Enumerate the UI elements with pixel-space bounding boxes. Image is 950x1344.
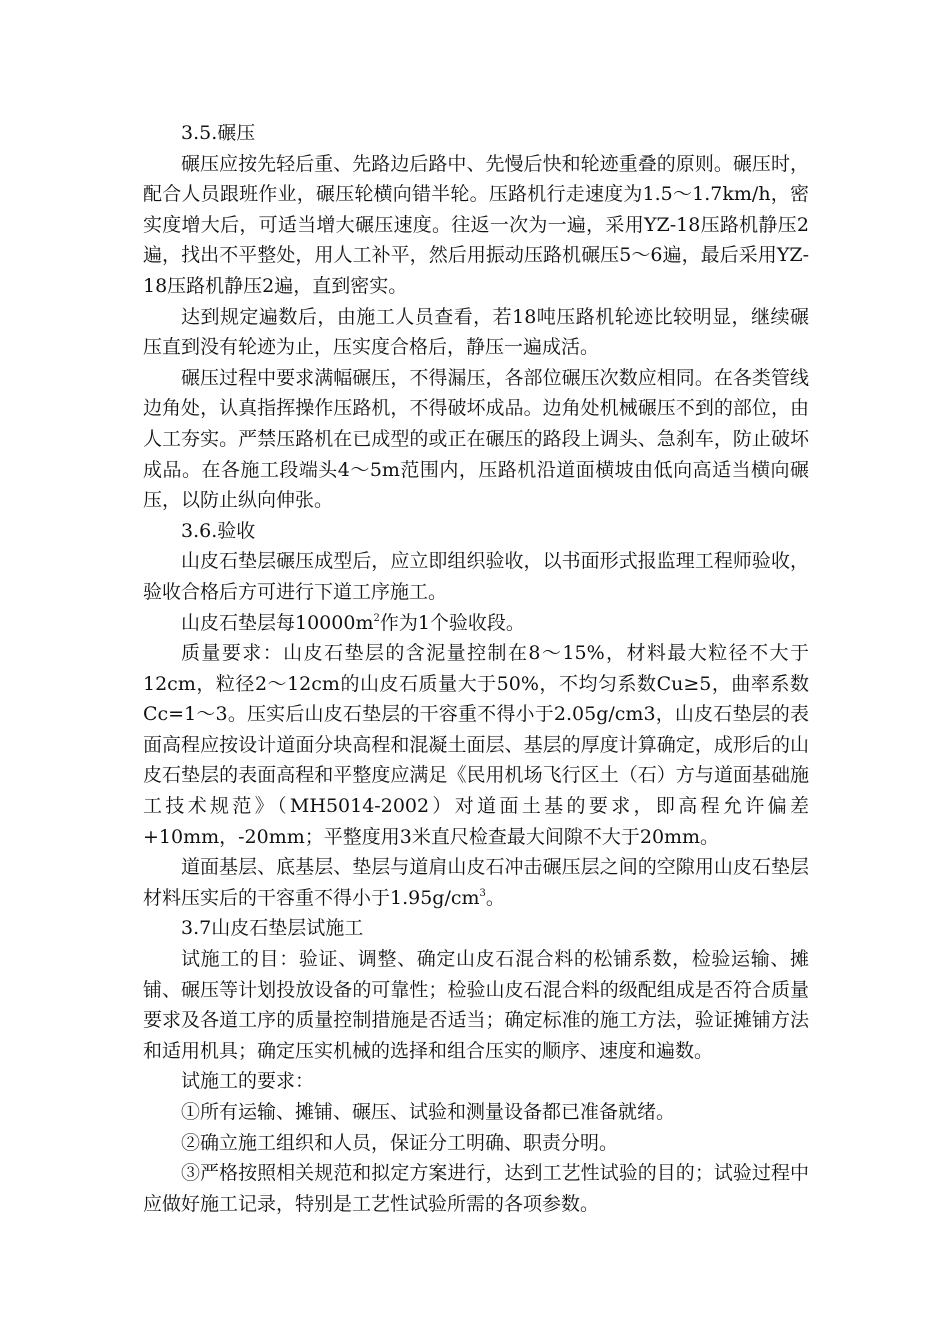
paragraph: 试施工的要求： [181, 1070, 315, 1093]
text-segment: 道面基层、底基层、垫层与道肩山皮石冲击碾压层之间的空隙用山皮石垫层材料压实后的干容重不得小于1.95g/cm [143, 856, 809, 909]
section-heading-compaction: 3.5.碾压 [181, 122, 256, 144]
superscript: 2 [373, 612, 380, 624]
superscript: 3 [479, 887, 486, 899]
section-heading-trial: 3.7山皮石垫层试施工 [181, 917, 364, 940]
list-item: ③严格按照相关规范和拟定方案进行，达到工艺性试验的目的；试验过程中应做好施工记录，特别是工艺性试验所需的各项参数。 [143, 1162, 809, 1215]
paragraph: 碾压应按先轻后重、先路边后路中、先慢后快和轮迹重叠的原则。碾压时，配合人员跟班作业，碾压轮横向错半轮。压路机行走速度为1.5～1.7km/h，密实度增大后，可适当增大碾压速度。往返一次为一遍，采用YZ-18压路机静压2遍，找出不平整处，用人工补平，然后用振动压路机碾压5～6遍，最后采用YZ-18压路机静压2遍，直到密实。 [143, 152, 809, 297]
paragraph-dry-density [143, 852, 809, 913]
paragraph: 试施工的目：验证、调整、确定山皮石混合料的松铺系数，检验运输、摊铺、碾压等计划投放设备的可靠性；检验山皮石混合料的级配组成是否符合质量要求及各道工序的质量控制措施是否适当；确定标准的施工方法，验证摊铺方法和适用机具；确定压实机械的选择和组合压实的顺序、速度和遍数。 [143, 948, 809, 1062]
text-segment: 作为1个验收段。 [379, 611, 525, 634]
paragraph: 碾压过程中要求满幅碾压，不得漏压，各部位碾压次数应相同。在各类管线边角处，认真指挥操作压路机，不得破坏成品。边角处机械碾压不到的部位，由人工夯实。严禁压路机在已成型的或正在碾压的路段上调头、急刹车，防止破坏成品。在各施工段端头4～5m范围内，压路机沿道面横坡由低向高适当横向碾压，以防止纵向伸张。 [143, 366, 809, 512]
paragraph-acceptance-area [143, 608, 809, 639]
paragraph: 山皮石垫层碾压成型后，应立即组织验收，以书面形式报监理工程师验收，验收合格后方可进行下道工序施工。 [143, 550, 809, 603]
paragraph: 达到规定遍数后，由施工人员查看，若18吨压路机轮迹比较明显，继续碾压直到没有轮迹为止，压实度合格后，静压一遍成活。 [143, 305, 809, 359]
section-heading-acceptance: 3.6.验收 [181, 519, 256, 542]
paragraph-quality-requirements: 质量要求：山皮石垫层的含泥量控制在8～15%，材料最大粒径不大于12cm，粒径2～12cm的山皮石质量大于50%，不均匀系数Cu≥5，曲率系数Cc=1～3。压实后山皮石垫层的干容重不得小于2.05g/cm3，山皮石垫层的表面高程应按设计道面分块高程和混凝土面层、基层的厚度计算确定，成形后的山皮石垫层的表面高程和平整度应满足《民用机场飞行区土（石）方与道面基础施工技术规范》（MH5014-2002）对道面土基的要求，即高程允许偏差+10mm，-20mm；平整度用3米直尺检查最大间隙不大于20mm。 [143, 642, 809, 848]
list-item: ②确立施工组织和人员，保证分工明确、职责分明。 [181, 1131, 619, 1154]
list-item: ①所有运输、摊铺、碾压、试验和测量设备都已准备就绪。 [181, 1101, 676, 1123]
text-segment: 山皮石垫层每10000m [181, 611, 374, 634]
text-segment: 。 [485, 886, 505, 909]
document-page [143, 118, 809, 1219]
